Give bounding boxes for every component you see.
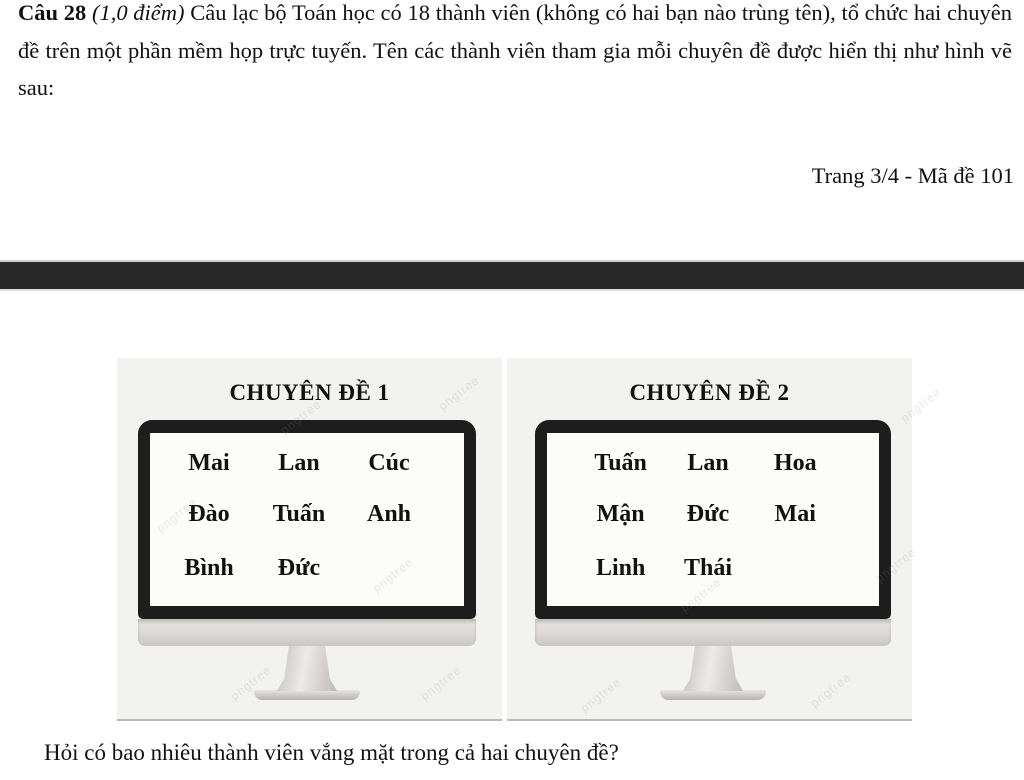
- seminar-1-title: CHUYÊN ĐỀ 1: [229, 380, 390, 405]
- attendee-name: Thái: [683, 555, 732, 581]
- question-intro-text: Câu lạc bộ Toán học có 18 thành viên (không có hai bạn nào trùng tên), tổ chức hai chuyên đề trên một phần mềm họp trực tuyến. Tên các thành viên tham gia mỗi chuyên đề được hiển thị như hình vẽ sau:: [18, 0, 1012, 100]
- question-number: Câu 28: [18, 0, 87, 25]
- attendee-row: [547, 438, 879, 489]
- attendee-name: Linh: [595, 555, 646, 581]
- attendee-name: Tuấn: [594, 450, 647, 476]
- monitor-1-stand-neck: [277, 646, 337, 691]
- page-break-bar: [0, 260, 1024, 291]
- page-footer: Trang 3/4 - Mã đề 101: [811, 163, 1014, 188]
- watermark-text: pngtree: [872, 544, 919, 586]
- attendee-name: Mận: [596, 501, 645, 527]
- attendee-name: Đào: [188, 501, 230, 527]
- attendee-row: [547, 489, 879, 540]
- watermark-text: pngtree: [435, 372, 482, 414]
- attendee-name: Mai: [188, 450, 230, 476]
- watermark-text: pngtree: [577, 674, 624, 716]
- monitor-2: [535, 420, 891, 700]
- attendee-row: [150, 543, 464, 594]
- attendee-name: Hoa: [773, 450, 817, 476]
- watermark-text: pngtree: [897, 384, 944, 426]
- attendee-name: Lan: [278, 450, 320, 476]
- monitor-2-stand-base: [660, 690, 766, 700]
- attendee-name: Bình: [184, 555, 234, 581]
- attendee-name: Lan: [687, 450, 729, 476]
- question-points: (1,0 điểm): [91, 0, 185, 25]
- attendee-row: [547, 543, 879, 594]
- monitor-1-screen: [150, 433, 464, 606]
- monitor-2-screen: [547, 433, 879, 606]
- monitor-1-stand-base: [254, 690, 360, 700]
- attendee-name: Đức: [686, 501, 730, 527]
- attendee-row: [150, 438, 464, 489]
- monitor-2-chin: [535, 619, 891, 646]
- monitor-2-stand-neck: [683, 646, 743, 691]
- attendee-name: Tuấn: [272, 501, 326, 527]
- monitor-1: [138, 420, 476, 700]
- watermark-text: pngtree: [417, 662, 464, 704]
- monitor-1-chin: [138, 619, 476, 646]
- monitor-2-bezel: [535, 420, 891, 619]
- watermark-text: pngtree: [277, 396, 324, 438]
- watermark-text: pngtree: [227, 662, 274, 704]
- attendee-name: Anh: [366, 501, 412, 527]
- attendee-name: Cúc: [368, 450, 410, 476]
- seminar-2-title: CHUYÊN ĐỀ 2: [629, 380, 790, 405]
- attendee-name: Đức: [277, 555, 321, 581]
- seminar-panel-2: [507, 358, 944, 721]
- closing-question: Hỏi có bao nhiêu thành viên vắng mặt trong cả hai chuyên đề?: [44, 740, 619, 765]
- question-paragraph: [18, 0, 1012, 107]
- watermark-text: pngtree: [807, 669, 854, 711]
- seminar-panel-1: [117, 358, 502, 721]
- attendee-name: Mai: [774, 501, 816, 527]
- attendee-row: [150, 489, 464, 540]
- monitor-1-bezel: [138, 420, 476, 619]
